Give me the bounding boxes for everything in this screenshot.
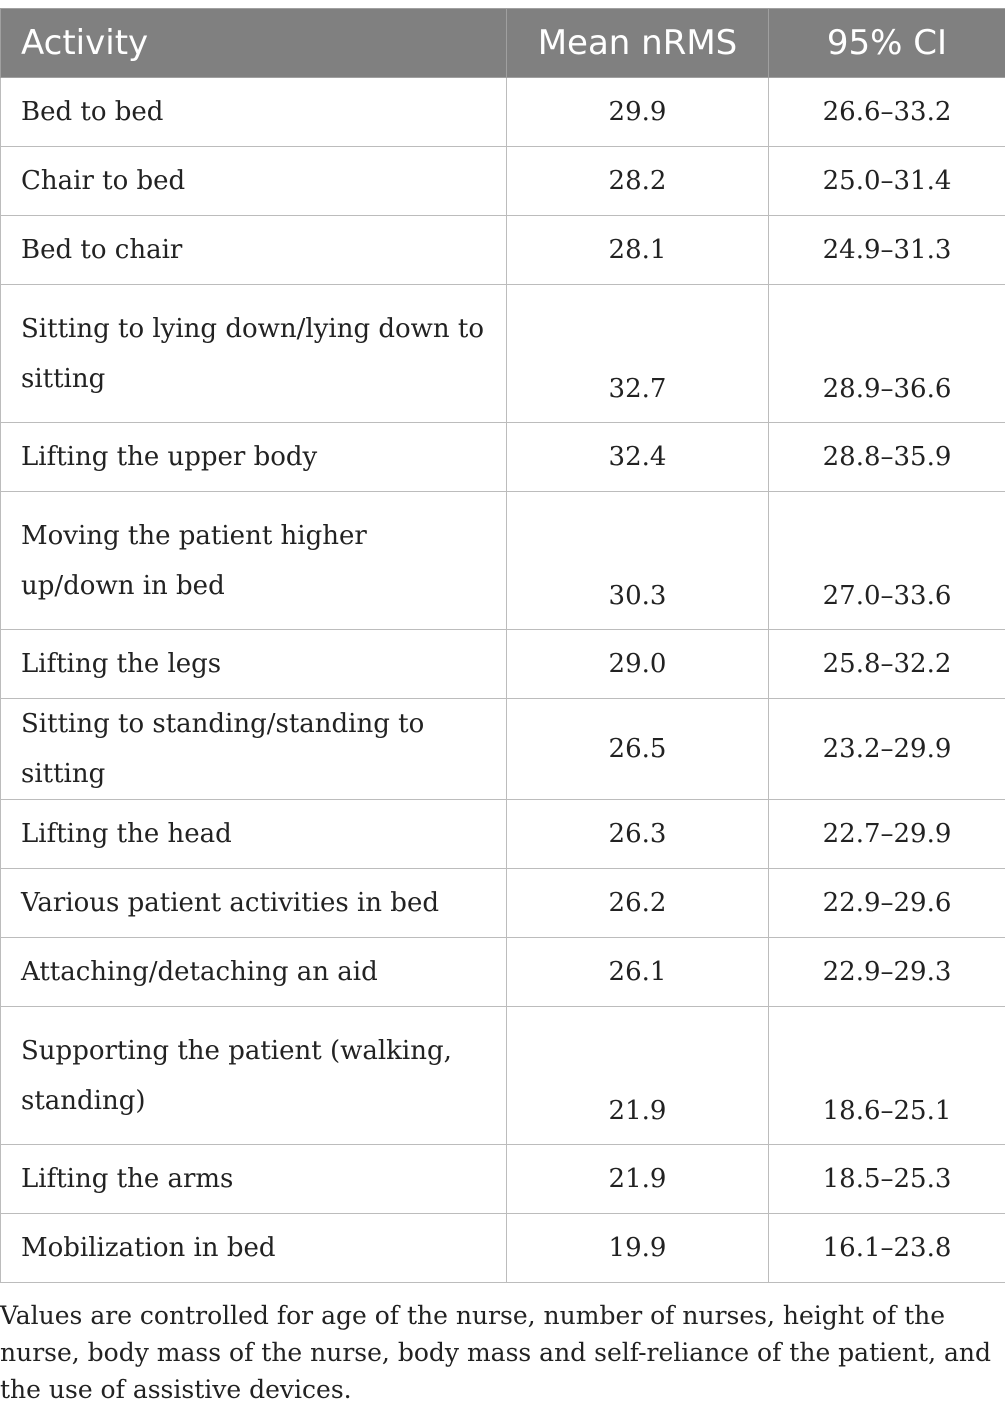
cell-ci: 24.9–31.3	[769, 216, 1005, 285]
cell-activity: Various patient activities in bed	[1, 869, 507, 938]
cell-ci: 27.0–33.6	[769, 492, 1005, 630]
cell-mean: 30.3	[507, 492, 769, 630]
cell-mean: 29.9	[507, 78, 769, 147]
cell-mean: 28.2	[507, 147, 769, 216]
cell-activity: Lifting the arms	[1, 1145, 507, 1214]
header-activity: Activity	[1, 9, 507, 78]
table-row	[1, 800, 1005, 869]
cell-activity: Chair to bed	[1, 147, 507, 216]
table-row	[1, 1007, 1005, 1145]
table-row	[1, 78, 1005, 147]
cell-mean: 26.3	[507, 800, 769, 869]
cell-ci: 16.1–23.8	[769, 1214, 1005, 1283]
header-row	[1, 9, 1005, 78]
cell-activity: Supporting the patient (walking, standing)	[1, 1007, 507, 1145]
cell-ci: 18.5–25.3	[769, 1145, 1005, 1214]
cell-activity: Sitting to standing/standing to sitting	[1, 699, 507, 800]
cell-mean: 26.1	[507, 938, 769, 1007]
table-header	[1, 9, 1005, 78]
table-row	[1, 147, 1005, 216]
cell-activity: Moving the patient higher up/down in bed	[1, 492, 507, 630]
table-body	[1, 78, 1005, 1283]
cell-mean: 28.1	[507, 216, 769, 285]
table-row	[1, 492, 1005, 630]
cell-activity: Attaching/detaching an aid	[1, 938, 507, 1007]
table-row	[1, 630, 1005, 699]
table-container	[0, 8, 1005, 1408]
cell-activity: Lifting the upper body	[1, 423, 507, 492]
table-row	[1, 1214, 1005, 1283]
cell-ci: 22.9–29.3	[769, 938, 1005, 1007]
header-95-ci: 95% CI	[769, 9, 1005, 78]
cell-ci: 26.6–33.2	[769, 78, 1005, 147]
cell-mean: 21.9	[507, 1145, 769, 1214]
cell-ci: 22.7–29.9	[769, 800, 1005, 869]
cell-activity: Lifting the head	[1, 800, 507, 869]
cell-activity: Mobilization in bed	[1, 1214, 507, 1283]
table-row	[1, 285, 1005, 423]
cell-ci: 23.2–29.9	[769, 699, 1005, 800]
header-mean-nrms: Mean nRMS	[507, 9, 769, 78]
cell-ci: 18.6–25.1	[769, 1007, 1005, 1145]
cell-ci: 25.0–31.4	[769, 147, 1005, 216]
cell-activity: Bed to chair	[1, 216, 507, 285]
cell-ci: 22.9–29.6	[769, 869, 1005, 938]
cell-ci: 28.9–36.6	[769, 285, 1005, 423]
cell-mean: 21.9	[507, 1007, 769, 1145]
cell-mean: 29.0	[507, 630, 769, 699]
cell-mean: 32.7	[507, 285, 769, 423]
cell-ci: 25.8–32.2	[769, 630, 1005, 699]
cell-ci: 28.8–35.9	[769, 423, 1005, 492]
cell-mean: 26.5	[507, 699, 769, 800]
table-row	[1, 938, 1005, 1007]
cell-mean: 32.4	[507, 423, 769, 492]
cell-mean: 26.2	[507, 869, 769, 938]
cell-mean: 19.9	[507, 1214, 769, 1283]
cell-activity: Bed to bed	[1, 78, 507, 147]
cell-activity: Lifting the legs	[1, 630, 507, 699]
activity-table	[0, 8, 1005, 1283]
table-row	[1, 216, 1005, 285]
table-footnote: Values are controlled for age of the nurse, number of nurses, height of the nurse, body mass of the nurse, body mass and self-reliance of the patient, and the use of assistive devices.	[0, 1283, 1000, 1408]
table-row	[1, 1145, 1005, 1214]
table-row	[1, 699, 1005, 800]
table-row	[1, 423, 1005, 492]
table-row	[1, 869, 1005, 938]
cell-activity: Sitting to lying down/lying down to sitting	[1, 285, 507, 423]
